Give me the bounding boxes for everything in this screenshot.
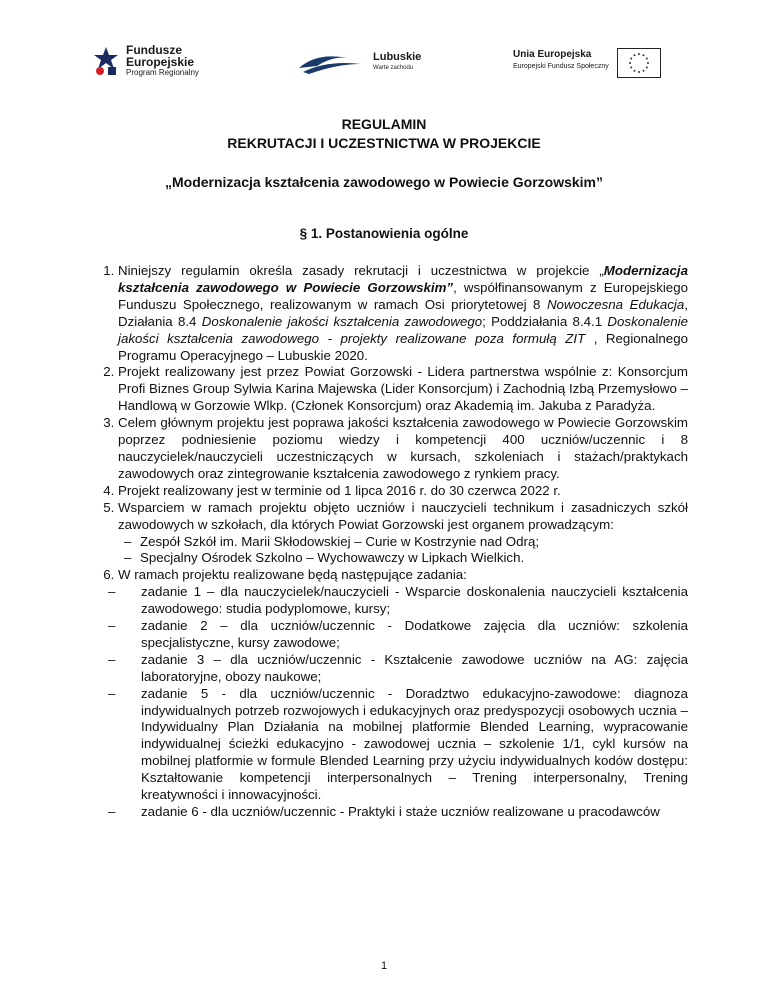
ue-line1: Unia Europejska — [513, 49, 592, 60]
list-item: – zadanie 1 – dla nauczycielek/nauczycieli - Wsparcie doskonalenia nauczycieli kształcenia zawodowego: studia podyplomowe, kursy; — [108, 584, 688, 617]
fe-line3: Program Regionalny — [126, 68, 199, 77]
fe-star-icon — [92, 45, 120, 77]
provision-5: 5. Wsparciem w ramach projektu objęto uczniów i nauczycieli technikum i zasadniczych szkół zawodowych w szkołach, dla których Powiat Gorzowski jest organem prowadzącym: – Zespół Szkół im. Marii Skłodowskiej – Curie w Kostrzynie nad Odrą; – Specjalny Ośrodek Szkolno – Wychowawczy w Lipkach Wielkich. — [118, 500, 688, 568]
list-item: – zadanie 5 - dla uczniów/uczennic - Doradztwo edukacyjno-zawodowe: diagnoza indywidualnych potrzeb rozwojowych i edukacyjnych oraz predyspozycji osobowych ucznia – Indywidualny Plan Działania na mobilnej platformie Blended Learning, wypracowanie indywidualnej ścieżki edukacyjno - zawodowej ucznia – szkolenie 1/1, cykl kursów na mobilnej platformie w formule Blended Learning przy użyciu indywidualnych kodów dostępu: Kształtowanie kompetencji interpersonalnych – Trening interpersonalny, Trening kreatywności i innowacyjności. — [108, 685, 688, 803]
list-item: – zadanie 6 - dla uczniów/uczennic - Praktyki i staże uczniów realizowane u pracodawców — [108, 804, 660, 819]
logo-lubuskie — [297, 50, 421, 76]
fe-line2: Europejskie — [126, 55, 195, 69]
page-number: 1 — [380, 960, 388, 972]
regulation-body — [84, 263, 688, 821]
provisions-list — [84, 263, 688, 584]
list-item: – Specjalny Ośrodek Szkolno – Wychowawczy w Lipkach Wielkich. — [124, 550, 525, 566]
fe-line1: Fundusze — [126, 43, 182, 57]
list-item: – zadanie 3 – dla uczniów/uczennic - Kształcenie zawodowe uczniów na AG: zajęcia laboratoryjne, obozy naukowe; — [108, 651, 688, 684]
schools-list — [118, 534, 688, 568]
provision-6: 6. W ramach projektu realizowane będą następujące zadania: — [118, 567, 688, 584]
provision-2: 2. Projekt realizowany jest przez Powiat Gorzowski - Lidera partnerstwa wspólnie z: Konsorcjum Profi Biznes Group Sylwia Karina Majewska (Lider Konsorcjum) i Zachodnią Izbą Przemysłowo – Handlową w Gorzowie Wlkp. (Członek Konsorcjum) oraz Akademią im. Jakuba z Paradyża. — [118, 364, 688, 415]
lubuskie-swoosh-icon — [297, 50, 369, 76]
section-heading: § 1. Postanowienia ogólne — [299, 226, 469, 241]
provision-4: 4. Projekt realizowany jest w terminie od 1 lipca 2016 r. do 30 czerwca 2022 r. — [118, 483, 688, 500]
provision-3: 3. Celem głównym projektu jest poprawa jakości kształcenia zawodowego w Powiecie Gorzowskim poprzez podniesienie poziomu wiedzy i kompetencji 400 uczniów/uczennic i 8 nauczycielek/nauczycieli uczestniczących w kursach, szkoleniach i stażach/praktykach zawodowych oraz zintegrowanie kształcenia zawodowego z rynkiem pracy. — [118, 415, 688, 483]
title-regulamin: REGULAMIN — [341, 116, 427, 132]
list-item: – Zespół Szkół im. Marii Skłodowskiej – Curie w Kostrzynie nad Odrą; — [124, 533, 540, 549]
logo-fundusze-europejskie — [92, 44, 199, 78]
lubuskie-tagline: Warte zachodu — [373, 65, 414, 71]
logo-unia-europejska — [513, 48, 661, 78]
tasks-list — [84, 584, 688, 821]
lubuskie-name: Lubuskie — [373, 51, 422, 63]
eu-flag-icon — [617, 48, 661, 78]
list-item: – zadanie 2 – dla uczniów/uczennic - Dodatkowe zajęcia dla uczniów: szkolenia specjalistyczne, kursy zawodowe; — [108, 618, 688, 650]
provision-1: 1. Niniejszy regulamin określa zasady rekrutacji i uczestnictwa w projekcie „Modernizacja kształcenia zawodowego w Powiecie Gorzowskim”, współfinansowanym z Europejskiego Funduszu Społecznego, realizowanym w ramach Osi priorytetowej 8 Nowoczesna Edukacja, Działania 8.4 Doskonalenie jakości kształcenia zawodowego; Poddziałania 8.4.1 Doskonalenie jakości kształcenia zawodowego - projekty realizowane poza formułą ZIT , Regionalnego Programu Operacyjnego – Lubuskie 2020. — [118, 263, 688, 364]
ue-line2: Europejski Fundusz Społeczny — [513, 63, 609, 70]
project-title: „Modernizacja kształcenia zawodowego w Powiecie Gorzowskim” — [164, 174, 603, 190]
title-rekrutacji: REKRUTACJI I UCZESTNICTWA W PROJEKCIE — [227, 135, 541, 151]
